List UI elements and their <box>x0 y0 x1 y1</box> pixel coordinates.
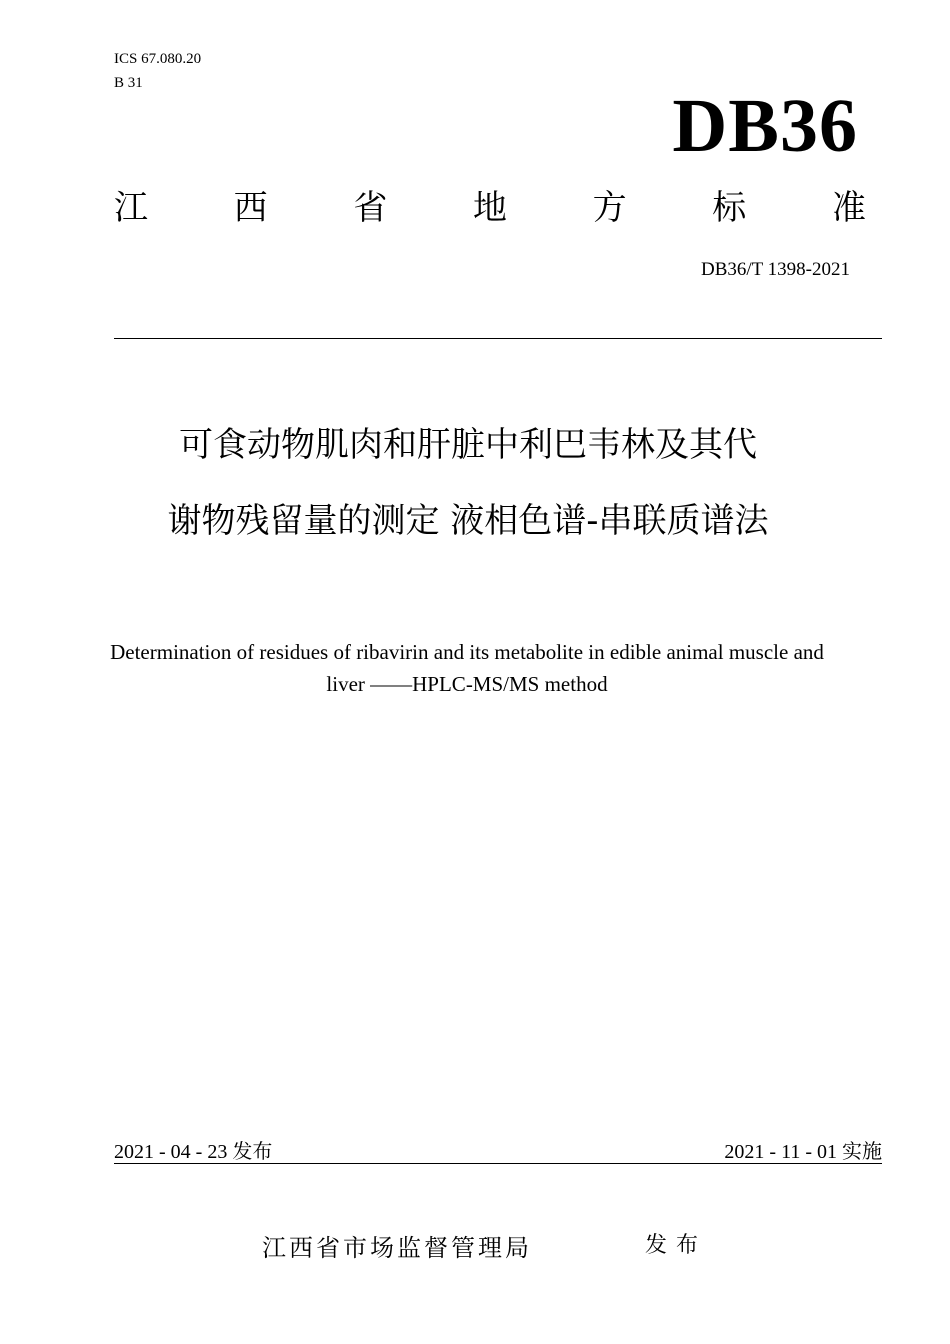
ics-code: ICS 67.080.20 <box>114 51 202 67</box>
db36-logo: DB36 <box>672 84 858 168</box>
footer-divider <box>114 1163 882 1164</box>
category-char: 准 <box>831 188 866 228</box>
issuing-action: 发布 <box>645 1233 708 1258</box>
category-char: 标 <box>712 188 747 228</box>
category-char: 江 <box>114 188 148 228</box>
title-chinese-line-2: 谢物残留量的测定 液相色谱-串联质谱法 <box>167 501 769 541</box>
title-chinese-line-1: 可食动物肌肉和肝脏中利巴韦林及其代 <box>179 425 757 465</box>
issue-date: 2021 - 04 - 23 <box>114 1141 228 1163</box>
classification-code: B 31 <box>114 75 143 91</box>
issue-label: 发布 <box>232 1139 273 1163</box>
title-english-line-2: liver ——HPLC-MS/MS method <box>326 672 608 696</box>
header-divider <box>114 338 882 339</box>
category-char: 方 <box>592 188 627 228</box>
standard-category <box>114 186 866 230</box>
category-char: 西 <box>233 188 268 228</box>
implementation-date: 2021 - 11 - 01 <box>724 1141 837 1163</box>
issuing-authority: 江西省市场监督管理局 <box>262 1234 532 1262</box>
title-english-line-1: Determination of residues of ribavirin and its metabolite in edible animal muscle and <box>110 640 824 664</box>
standard-number: DB36/T 1398-2021 <box>700 259 850 280</box>
category-char: 地 <box>472 188 507 228</box>
implementation-date-block <box>724 1139 882 1164</box>
category-char: 省 <box>353 188 388 228</box>
issue-date-block <box>114 1139 272 1164</box>
implementation-label: 实施 <box>842 1139 882 1163</box>
